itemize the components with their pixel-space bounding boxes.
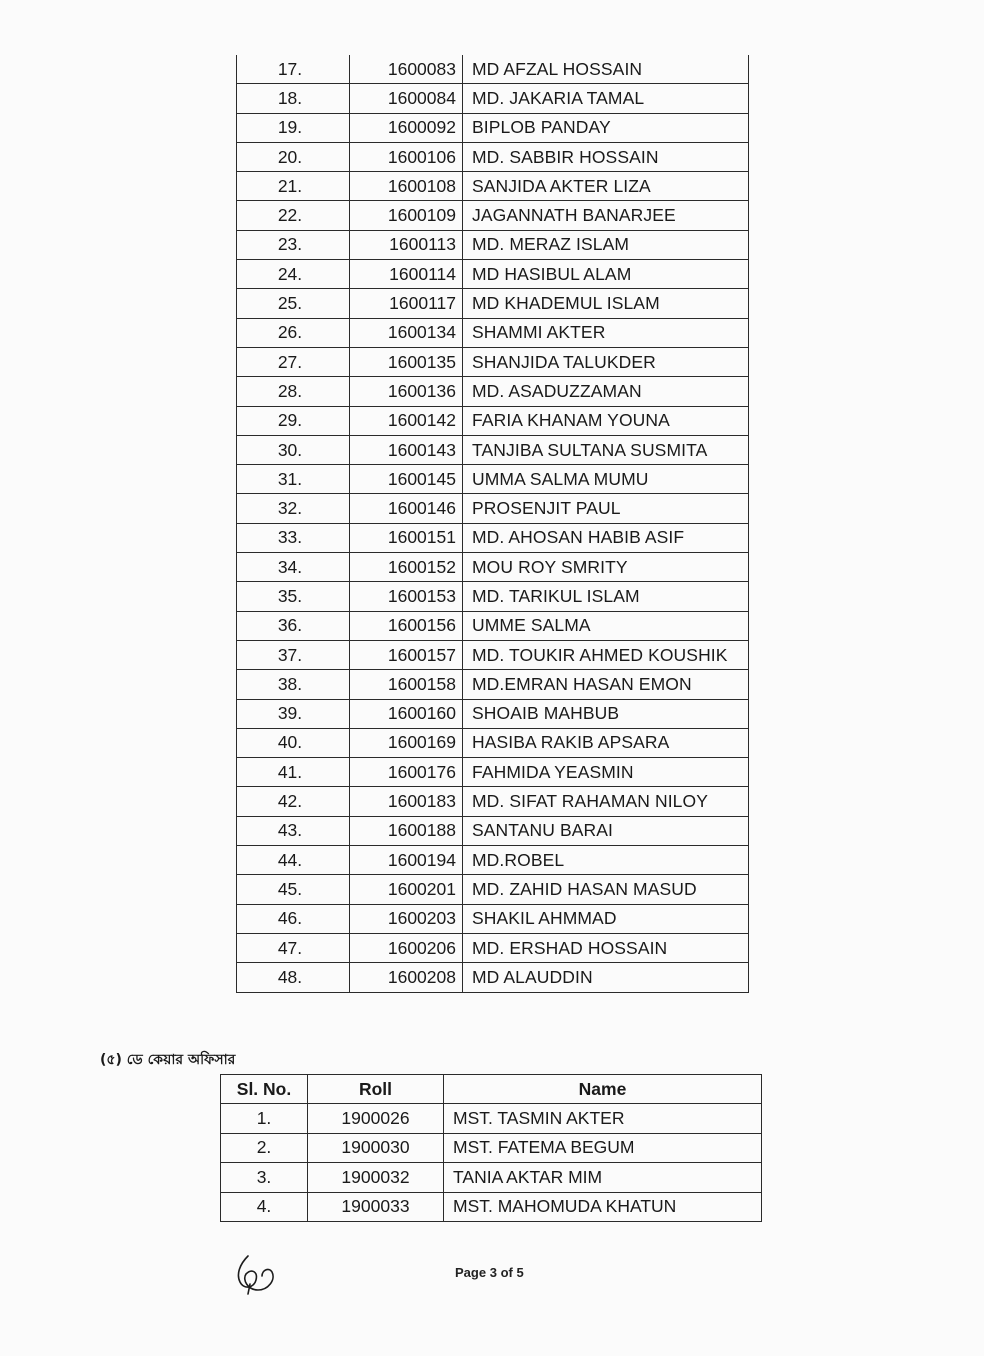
header-roll: Roll <box>308 1075 444 1104</box>
roll-cell: 1600183 <box>350 787 463 816</box>
serial-number-cell: 45. <box>237 875 350 904</box>
serial-number-cell: 24. <box>237 260 350 289</box>
name-cell: HASIBA RAKIB APSARA <box>463 728 749 757</box>
roll-cell: 1600114 <box>350 260 463 289</box>
name-cell: MD. SABBIR HOSSAIN <box>463 142 749 171</box>
table-row <box>237 84 749 113</box>
table-row <box>237 670 749 699</box>
roll-cell: 1600160 <box>350 699 463 728</box>
roll-cell: 1600158 <box>350 670 463 699</box>
name-cell: SHOAIB MAHBUB <box>463 699 749 728</box>
serial-number-cell: 37. <box>237 640 350 669</box>
name-cell: FARIA KHANAM YOUNA <box>463 406 749 435</box>
serial-number-cell: 4. <box>221 1192 308 1222</box>
page-label: Page <box>455 1265 487 1280</box>
table-row <box>221 1104 762 1134</box>
serial-number-cell: 19. <box>237 113 350 142</box>
roll-cell: 1900032 <box>308 1163 444 1193</box>
roll-cell: 1600136 <box>350 377 463 406</box>
table-row <box>221 1163 762 1193</box>
serial-number-cell: 1. <box>221 1104 308 1134</box>
name-cell: MD. ERSHAD HOSSAIN <box>463 933 749 962</box>
roll-cell: 1600134 <box>350 318 463 347</box>
serial-number-cell: 32. <box>237 494 350 523</box>
serial-number-cell: 47. <box>237 933 350 962</box>
day-care-officer-table <box>220 1074 762 1222</box>
roll-cell: 1600142 <box>350 406 463 435</box>
table-header-row <box>221 1075 762 1104</box>
roll-cell: 1600157 <box>350 640 463 669</box>
name-cell: MD KHADEMUL ISLAM <box>463 289 749 318</box>
name-cell: MD.EMRAN HASAN EMON <box>463 670 749 699</box>
table-row <box>237 933 749 962</box>
serial-number-cell: 44. <box>237 846 350 875</box>
name-cell: MD HASIBUL ALAM <box>463 260 749 289</box>
serial-number-cell: 2. <box>221 1133 308 1163</box>
name-cell: UMME SALMA <box>463 611 749 640</box>
name-cell: MD AFZAL HOSSAIN <box>463 55 749 84</box>
table-row <box>237 465 749 494</box>
serial-number-cell: 17. <box>237 55 350 84</box>
table-row <box>237 611 749 640</box>
roll-cell: 1600108 <box>350 172 463 201</box>
serial-number-cell: 22. <box>237 201 350 230</box>
table-row <box>237 875 749 904</box>
page-total: 5 <box>516 1265 524 1280</box>
table-row <box>237 347 749 376</box>
table-row <box>237 172 749 201</box>
table-row <box>237 230 749 259</box>
table-row <box>237 55 749 84</box>
candidate-table-continued <box>236 55 749 993</box>
name-cell: SHANJIDA TALUKDER <box>463 347 749 376</box>
roll-cell: 1600153 <box>350 582 463 611</box>
name-cell: SANJIDA AKTER LIZA <box>463 172 749 201</box>
name-cell: MST. FATEMA BEGUM <box>444 1133 762 1163</box>
name-cell: MST. TASMIN AKTER <box>444 1104 762 1134</box>
name-cell: SANTANU BARAI <box>463 816 749 845</box>
table-row <box>237 904 749 933</box>
name-cell: MD. AHOSAN HABIB ASIF <box>463 523 749 552</box>
header-name: Name <box>444 1075 762 1104</box>
table-row <box>237 816 749 845</box>
serial-number-cell: 36. <box>237 611 350 640</box>
name-cell: TANIA AKTAR MIM <box>444 1163 762 1193</box>
serial-number-cell: 26. <box>237 318 350 347</box>
serial-number-cell: 41. <box>237 758 350 787</box>
serial-number-cell: 25. <box>237 289 350 318</box>
serial-number-cell: 3. <box>221 1163 308 1193</box>
roll-cell: 1600152 <box>350 553 463 582</box>
serial-number-cell: 31. <box>237 465 350 494</box>
serial-number-cell: 39. <box>237 699 350 728</box>
roll-cell: 1600146 <box>350 494 463 523</box>
table-row <box>237 377 749 406</box>
roll-cell: 1600201 <box>350 875 463 904</box>
roll-cell: 1600135 <box>350 347 463 376</box>
roll-cell: 1600151 <box>350 523 463 552</box>
table-row <box>237 435 749 464</box>
roll-cell: 1600194 <box>350 846 463 875</box>
name-cell: MOU ROY SMRITY <box>463 553 749 582</box>
roll-cell: 1600083 <box>350 55 463 84</box>
section-heading: (৫) ডে কেয়ার অফিসার <box>100 1052 236 1068</box>
table-row <box>237 582 749 611</box>
page-current: 3 <box>489 1265 497 1280</box>
table-row <box>237 553 749 582</box>
name-cell: MD. MERAZ ISLAM <box>463 230 749 259</box>
roll-cell: 1600113 <box>350 230 463 259</box>
table-row <box>237 846 749 875</box>
serial-number-cell: 21. <box>237 172 350 201</box>
table-row <box>237 318 749 347</box>
roll-cell: 1600203 <box>350 904 463 933</box>
name-cell: MD. ZAHID HASAN MASUD <box>463 875 749 904</box>
name-cell: MD ALAUDDIN <box>463 963 749 992</box>
name-cell: MD. SIFAT RAHAMAN NILOY <box>463 787 749 816</box>
serial-number-cell: 35. <box>237 582 350 611</box>
roll-cell: 1600109 <box>350 201 463 230</box>
roll-cell: 1600188 <box>350 816 463 845</box>
table-row <box>237 963 749 992</box>
roll-cell: 1600084 <box>350 84 463 113</box>
name-cell: MD. ASADUZZAMAN <box>463 377 749 406</box>
serial-number-cell: 42. <box>237 787 350 816</box>
roll-cell: 1600176 <box>350 758 463 787</box>
table-row <box>237 113 749 142</box>
table-row <box>237 640 749 669</box>
name-cell: BIPLOB PANDAY <box>463 113 749 142</box>
table-row <box>237 699 749 728</box>
name-cell: MD. TOUKIR AHMED KOUSHIK <box>463 640 749 669</box>
roll-cell: 1600106 <box>350 142 463 171</box>
serial-number-cell: 23. <box>237 230 350 259</box>
serial-number-cell: 20. <box>237 142 350 171</box>
serial-number-cell: 18. <box>237 84 350 113</box>
table-row <box>237 142 749 171</box>
name-cell: JAGANNATH BANARJEE <box>463 201 749 230</box>
table-row <box>237 201 749 230</box>
name-cell: FAHMIDA YEASMIN <box>463 758 749 787</box>
name-cell: UMMA SALMA MUMU <box>463 465 749 494</box>
name-cell: MD. JAKARIA TAMAL <box>463 84 749 113</box>
signature <box>232 1250 282 1296</box>
name-cell: MST. MAHOMUDA KHATUN <box>444 1192 762 1222</box>
candidate-table-body <box>237 55 749 992</box>
name-cell: PROSENJIT PAUL <box>463 494 749 523</box>
table-row <box>237 494 749 523</box>
serial-number-cell: 29. <box>237 406 350 435</box>
name-cell: SHAKIL AHMMAD <box>463 904 749 933</box>
name-cell: MD.ROBEL <box>463 846 749 875</box>
serial-number-cell: 46. <box>237 904 350 933</box>
roll-cell: 1600206 <box>350 933 463 962</box>
roll-cell: 1600156 <box>350 611 463 640</box>
day-care-officer-table-body <box>221 1104 762 1222</box>
roll-cell: 1600208 <box>350 963 463 992</box>
table-row <box>237 406 749 435</box>
roll-cell: 1600169 <box>350 728 463 757</box>
name-cell: TANJIBA SULTANA SUSMITA <box>463 435 749 464</box>
roll-cell: 1900033 <box>308 1192 444 1222</box>
serial-number-cell: 33. <box>237 523 350 552</box>
page-number <box>455 1265 524 1280</box>
table-row <box>221 1192 762 1222</box>
roll-cell: 1600092 <box>350 113 463 142</box>
serial-number-cell: 40. <box>237 728 350 757</box>
page-of: of <box>500 1265 513 1280</box>
name-cell: SHAMMI AKTER <box>463 318 749 347</box>
table-row <box>237 523 749 552</box>
header-sl-no: Sl. No. <box>221 1075 308 1104</box>
serial-number-cell: 30. <box>237 435 350 464</box>
roll-cell: 1900026 <box>308 1104 444 1134</box>
roll-cell: 1600145 <box>350 465 463 494</box>
serial-number-cell: 34. <box>237 553 350 582</box>
table-row <box>237 787 749 816</box>
serial-number-cell: 28. <box>237 377 350 406</box>
serial-number-cell: 43. <box>237 816 350 845</box>
table-row <box>237 758 749 787</box>
table-row <box>237 728 749 757</box>
roll-cell: 1600143 <box>350 435 463 464</box>
table-row <box>237 260 749 289</box>
serial-number-cell: 48. <box>237 963 350 992</box>
serial-number-cell: 38. <box>237 670 350 699</box>
roll-cell: 1600117 <box>350 289 463 318</box>
name-cell: MD. TARIKUL ISLAM <box>463 582 749 611</box>
serial-number-cell: 27. <box>237 347 350 376</box>
table-row <box>237 289 749 318</box>
roll-cell: 1900030 <box>308 1133 444 1163</box>
table-row <box>221 1133 762 1163</box>
